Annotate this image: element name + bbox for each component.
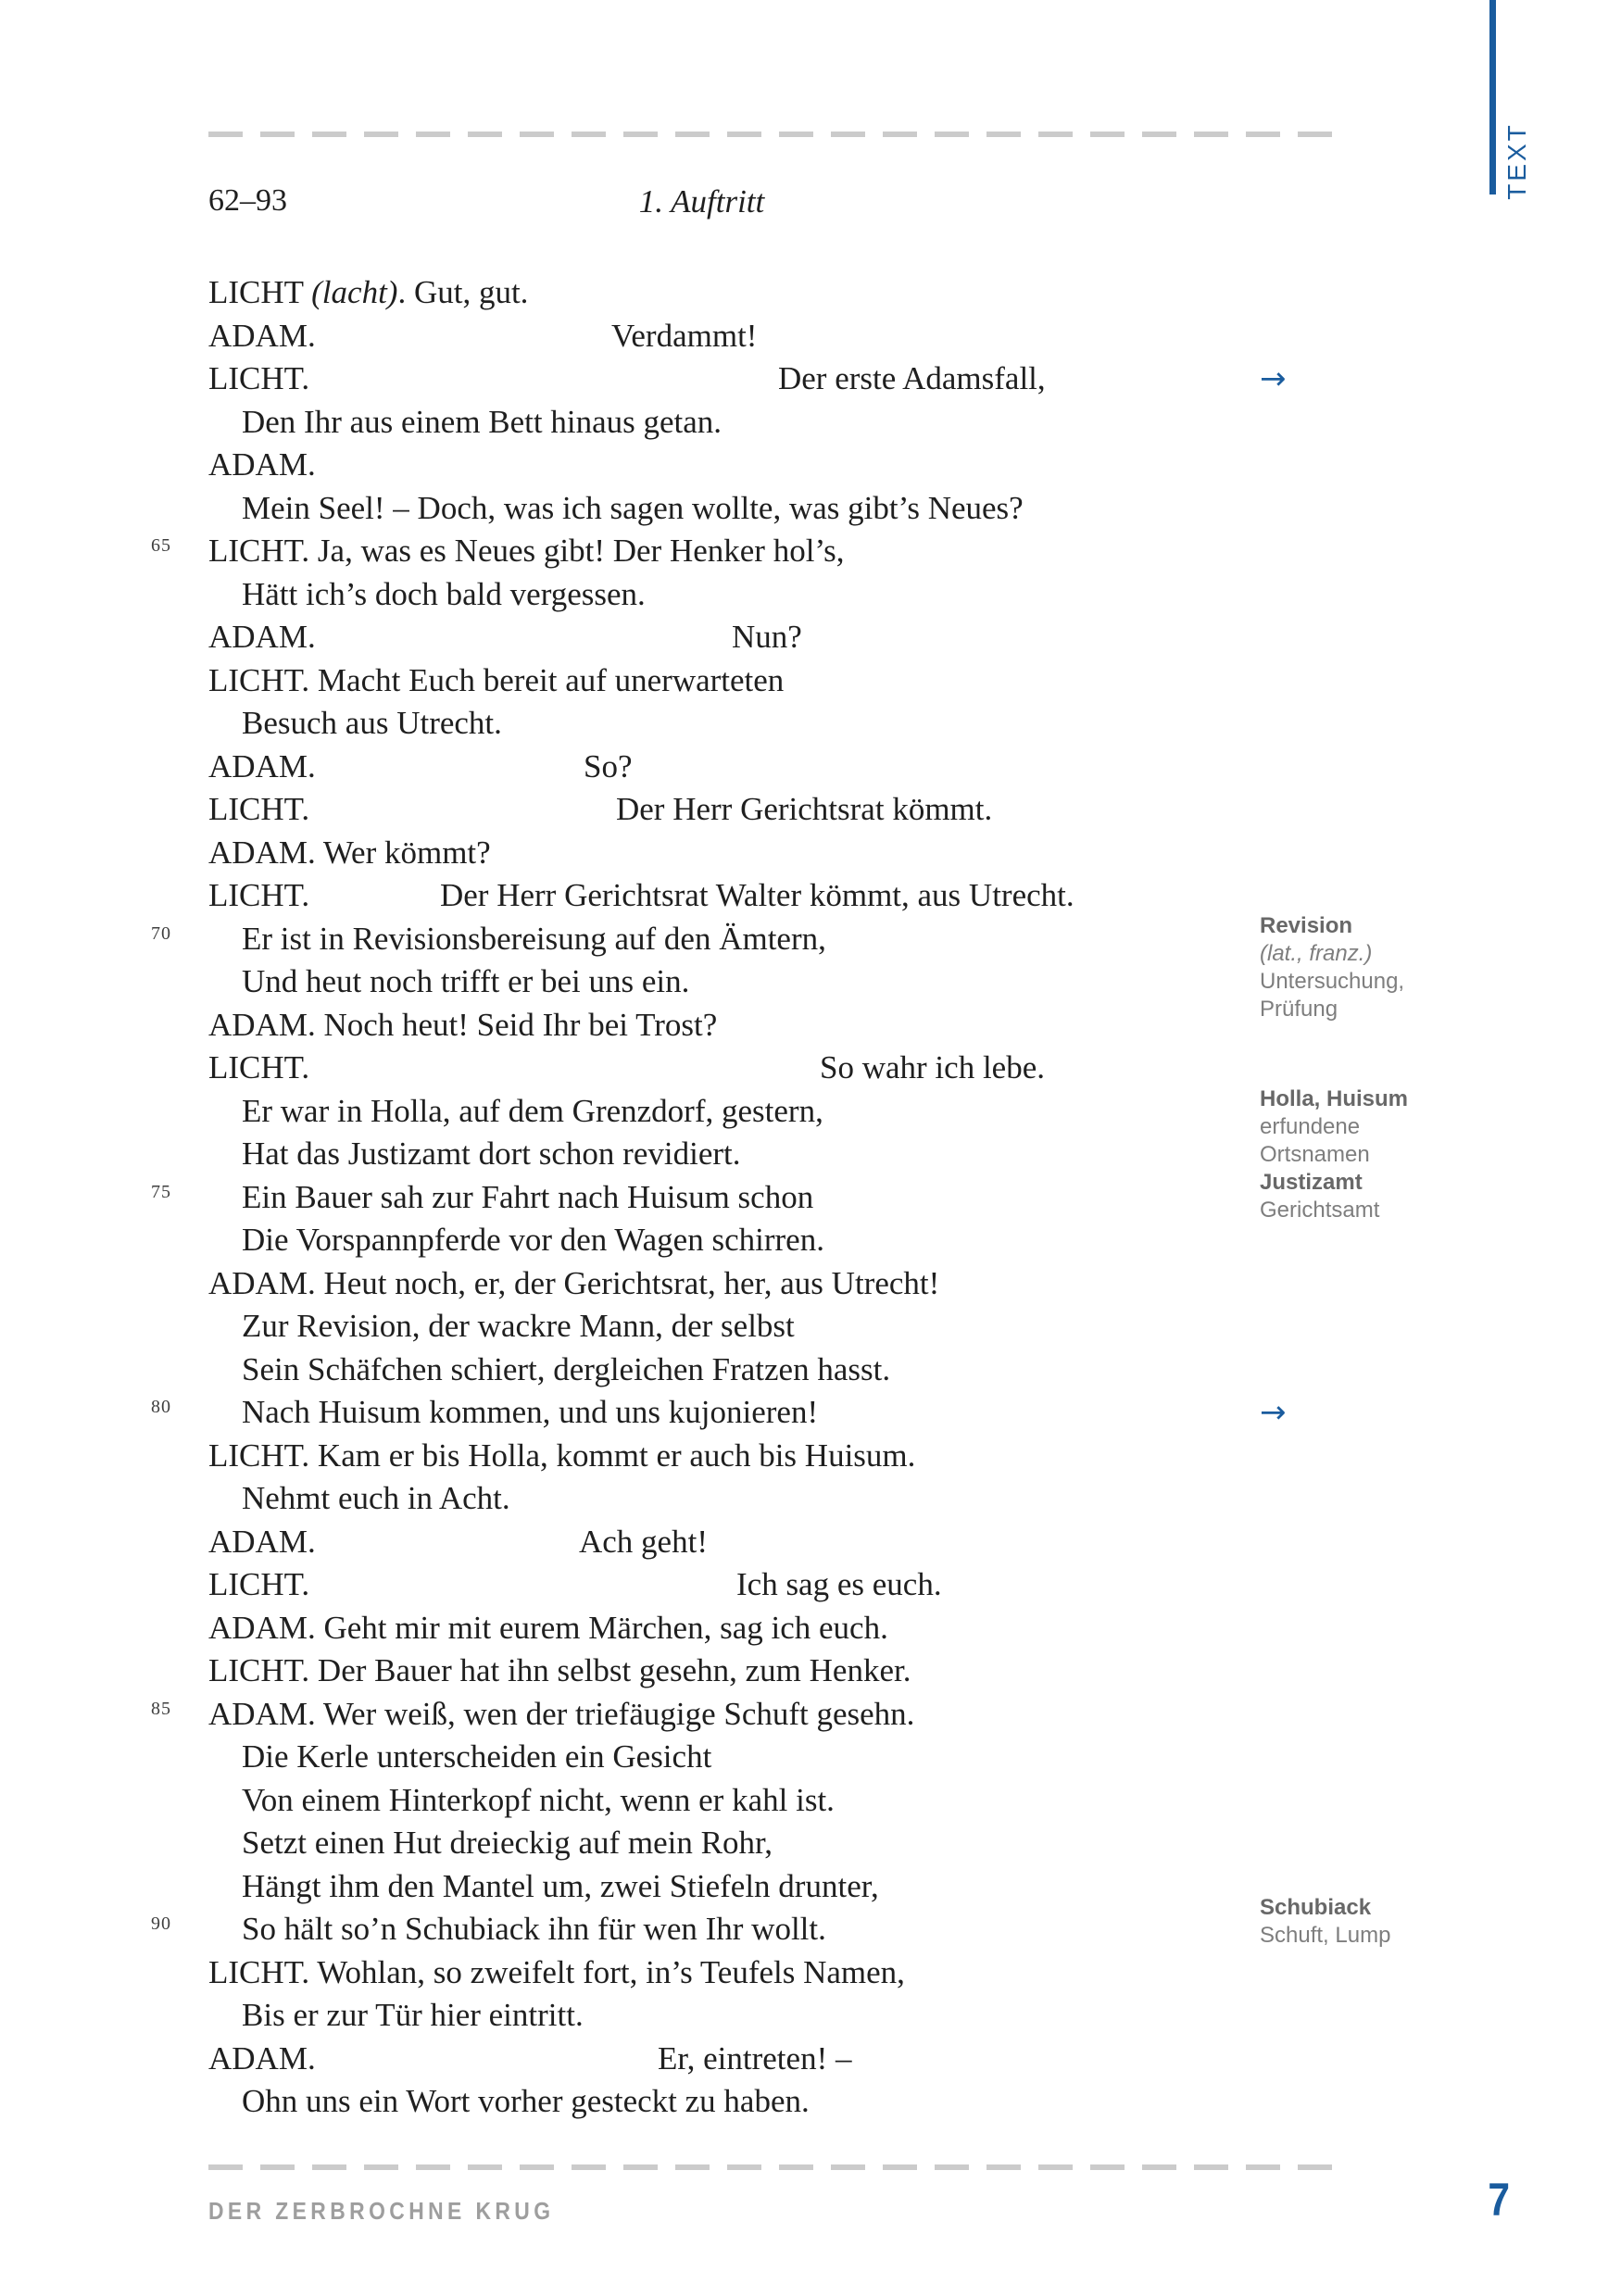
verse-line: Den Ihr aus einem Bett hinaus getan.: [242, 403, 723, 440]
verse-range-label: 62–93: [208, 183, 287, 218]
verse-line: Mein Seel! – Doch, was ich sagen wollte, was gibt’s Neues?: [242, 489, 1024, 526]
verse-line: ADAM. Heut noch, er, der Gerichtsrat, her, aus Utrecht!: [208, 1264, 940, 1301]
verse-line: Von einem Hinterkopf nicht, wenn er kahl ist.: [242, 1781, 835, 1818]
line-number: 75: [151, 1181, 171, 1202]
verse-line: ADAM. Nun?: [208, 619, 802, 655]
note-term: Holla, Huisum: [1260, 1086, 1409, 1111]
note-explanation: Ortsnamen: [1260, 1142, 1370, 1167]
note-term: Justizamt: [1260, 1170, 1363, 1195]
edge-tab-label: TEXT: [1502, 122, 1531, 200]
verse-line: Zur Revision, der wackre Mann, der selbst: [242, 1308, 795, 1344]
verse-line: Die Vorspannpferde vor den Wagen schirren.: [242, 1222, 824, 1258]
verse-line: 90 So hält so’n Schubiack ihn für wen Ihr wollt.: [151, 1911, 826, 1947]
verse-text-block: [151, 271, 1403, 2124]
verse-line: 85 ADAM. Wer weiß, wen der triefäugige Schuft gesehn.: [151, 1695, 915, 1732]
verse-line: Bis er zur Tür hier eintritt.: [242, 1997, 584, 2033]
note-explanation: Schuft, Lump: [1260, 1923, 1391, 1948]
verse-line: 70 Er ist in Revisionsbereisung auf den Ämtern,: [151, 920, 826, 957]
note-explanation: Untersuchung,: [1260, 969, 1405, 994]
note-explanation: (lat., franz.): [1260, 941, 1373, 966]
verse-line: Nehmt euch in Acht.: [242, 1480, 510, 1516]
verse-line: Besuch aus Utrecht.: [242, 705, 502, 741]
verse-line: ADAM.: [208, 446, 316, 483]
line-number: 90: [151, 1913, 171, 1934]
verse-line: ADAM. Wer kömmt?: [208, 834, 491, 871]
line-number: 80: [151, 1397, 171, 1417]
note-term: Revision: [1260, 913, 1353, 938]
verse-line: ADAM. Er, eintreten! –: [208, 2039, 852, 2076]
edge-tab-bar: [1489, 0, 1496, 194]
verse-line: 65 LICHT. Ja, was es Neues gibt! Der Henker hol’s,: [151, 533, 845, 569]
verse-line: LICHT. Der Herr Gerichtsrat kömmt.: [208, 791, 993, 827]
verse-line: Die Kerle unterscheiden ein Gesicht: [242, 1738, 712, 1775]
top-dashed-divider: [208, 132, 1348, 137]
verse-line: LICHT. Kam er bis Holla, kommt er auch bis Huisum.: [208, 1437, 916, 1474]
verse-line: Setzt einen Hut dreieckig auf mein Rohr,: [242, 1825, 773, 1861]
verse-line: LICHT. Der Herr Gerichtsrat Walter kömmt, aus Utrecht.: [208, 877, 1074, 913]
note-explanation: Gerichtsamt: [1260, 1198, 1380, 1223]
verse-line: LICHT. So wahr ich lebe.: [208, 1049, 1045, 1085]
verse-line: LICHT. Wohlan, so zweifelt fort, in’s Teufels Namen,: [208, 1953, 905, 1990]
verse-line: Ohn uns ein Wort vorher gesteckt zu haben.: [242, 2083, 810, 2119]
verse-line: LICHT. Ich sag es euch.: [208, 1566, 942, 1602]
page-header: [208, 183, 1195, 230]
verse-line: ADAM. So?: [208, 747, 633, 784]
line-number: 70: [151, 922, 171, 944]
verse-line: Hätt ich’s doch bald vergessen.: [242, 575, 646, 612]
verse-line: 80 Nach Huisum kommen, und uns kujonieren! →: [208, 1391, 1403, 1435]
line-number: 85: [151, 1698, 171, 1719]
verse-line: 75 Ein Bauer sah zur Fahrt nach Huisum schon: [151, 1178, 814, 1215]
note-term: Schubiack: [1260, 1895, 1372, 1920]
scene-title: 1. Auftritt: [638, 183, 765, 220]
note-explanation: erfundene: [1260, 1114, 1361, 1139]
bottom-dashed-divider: [208, 2164, 1348, 2170]
verse-line: Hat das Justizamt dort schon revidiert.: [242, 1135, 741, 1172]
line-number: 65: [151, 535, 171, 556]
margin-arrow-icon: →: [1260, 1394, 1287, 1431]
verse-line: LICHT (lacht). Gut, gut.: [208, 274, 529, 310]
verse-line: Sein Schäfchen schiert, dergleichen Fratzen hasst.: [242, 1350, 891, 1387]
verse-line: LICHT. Der erste Adamsfall, →: [208, 358, 1403, 401]
page-number: 7: [1488, 2174, 1510, 2226]
note-explanation: Prüfung: [1260, 997, 1338, 1022]
running-title: DER ZERBROCHNE KRUG: [208, 2197, 555, 2225]
verse-line: Er war in Holla, auf dem Grenzdorf, gestern,: [242, 1092, 823, 1129]
margin-arrow-icon: →: [1260, 360, 1287, 397]
verse-line: ADAM. Ach geht!: [208, 1523, 708, 1560]
verse-line: LICHT. Der Bauer hat ihn selbst gesehn, zum Henker.: [208, 1652, 911, 1688]
verse-line: ADAM. Geht mir mit eurem Märchen, sag ich euch.: [208, 1609, 888, 1646]
verse-line: Und heut noch trifft er bei uns ein.: [242, 963, 690, 999]
verse-line: Hängt ihm den Mantel um, zwei Stiefeln drunter,: [242, 1867, 879, 1904]
verse-line: ADAM. Verdammt!: [208, 317, 758, 354]
verse-line: LICHT. Macht Euch bereit auf unerwarteten: [208, 661, 785, 698]
verse-line: ADAM. Noch heut! Seid Ihr bei Trost?: [208, 1006, 718, 1043]
